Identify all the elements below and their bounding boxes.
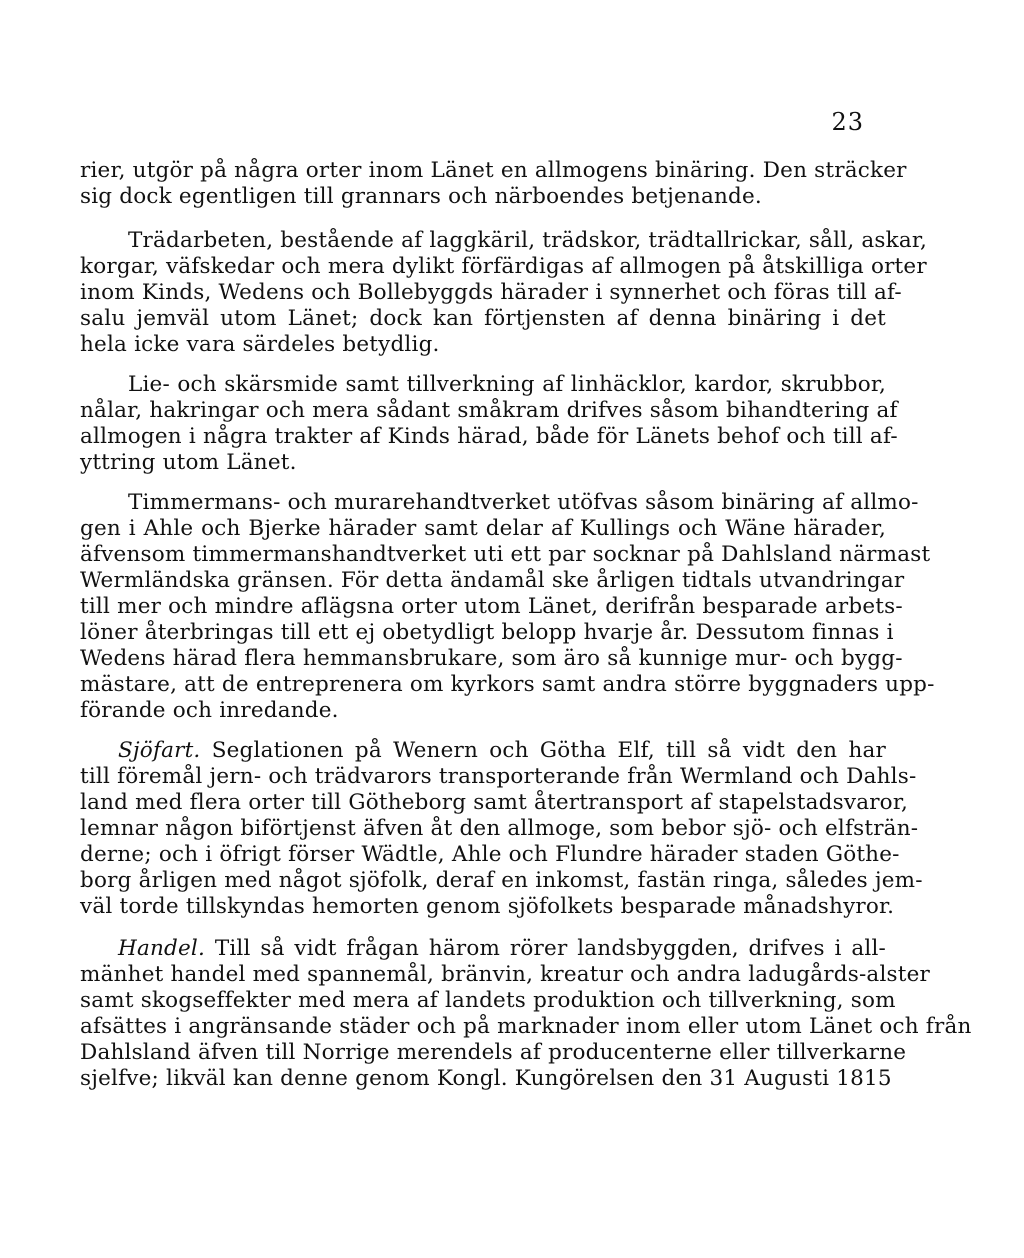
text-line: rier, utgör på några orter inom Länet en allmogens binäring. Den sträcker	[80, 158, 907, 183]
text-span: Seglationen på Wenern och Götha Elf, till så vidt den har	[211, 738, 886, 763]
text-line: sig dock egentligen till grannars och närboendes betjenande.	[80, 184, 762, 209]
text-line: land med flera orter till Götheborg samt återtransport af stapelstadsvaror,	[80, 790, 908, 815]
text-line: till mer och mindre aflägsna orter utom Länet, derifrån besparade arbets-	[80, 594, 903, 619]
text-line: allmogen i några trakter af Kinds härad, både för Länets behof och till af-	[80, 424, 898, 449]
text-line: Wedens härad flera hemmansbrukare, som äro så kunnige mur- och bygg-	[80, 646, 903, 671]
text-line: korgar, väfskedar och mera dylikt förfärdigas af allmogen på åtskilliga orter	[80, 254, 927, 279]
text-line: löner återbringas till ett ej obetydligt belopp hvarje år. Dessutom finnas i	[80, 620, 894, 645]
section-heading-handel: Handel.	[118, 936, 206, 961]
text-line: förande och inredande.	[80, 698, 339, 723]
text-line: Trädarbeten, bestående af laggkäril, trädskor, trädtallrickar, såll, askar,	[128, 228, 928, 253]
text-line: afsättes i angränsande städer och på marknader inom eller utom Länet och från	[80, 1014, 972, 1039]
text-line: hela icke vara särdeles betydlig.	[80, 332, 440, 357]
text-line: inom Kinds, Wedens och Bollebyggds härader i synnerhet och föras till af-	[80, 280, 902, 305]
text-line	[118, 936, 886, 962]
text-line: salu jemväl utom Länet; dock kan förtjensten af denna binäring i det	[80, 306, 886, 331]
text-line: väl torde tillskyndas hemorten genom sjöfolkets besparade månadshyror.	[80, 894, 895, 919]
text-span: Till så vidt frågan härom rörer landsbyggden, drifves i all-	[214, 936, 886, 961]
page-number: 23	[831, 108, 864, 136]
text-line: Lie- och skärsmide samt tillverkning af linhäcklor, kardor, skrubbor,	[128, 372, 886, 397]
text-line: yttring utom Länet.	[80, 450, 297, 475]
text-line: Dahlsland äfven till Norrige merendels af producenterne eller tillverkarne	[80, 1040, 907, 1065]
section-heading-sjofart: Sjöfart.	[118, 738, 201, 763]
text-line	[118, 738, 886, 764]
text-line: gen i Ahle och Bjerke härader samt delar af Kullings och Wäne härader,	[80, 516, 886, 541]
text-line: till föremål jern- och trädvarors transporterande från Wermland och Dahls-	[80, 764, 917, 789]
text-line: mästare, att de entreprenera om kyrkors samt andra större byggnaders upp-	[80, 672, 935, 697]
text-line: derne; och i öfrigt förser Wädtle, Ahle och Flundre härader staden Göthe-	[80, 842, 900, 867]
text-line: sjelfve; likväl kan denne genom Kongl. Kungörelsen den 31 Augusti 1815	[80, 1066, 892, 1091]
text-line: lemnar någon biförtjenst äfven åt den allmoge, som bebor sjö- och elfsträn-	[80, 816, 919, 841]
text-line: samt skogseffekter med mera af landets produktion och tillverkning, som	[80, 988, 896, 1013]
text-line: Wermländska gränsen. För detta ändamål ske årligen tidtals utvandringar	[80, 568, 905, 593]
text-line: borg årligen med något sjöfolk, deraf en inkomst, fastän ringa, således jem-	[80, 868, 923, 893]
text-line: äfvensom timmermanshandtverket uti ett par socknar på Dahlsland närmast	[80, 542, 931, 567]
text-line: mänhet handel med spannemål, bränvin, kreatur och andra ladugårds-alster	[80, 962, 931, 987]
text-line: Timmermans- och murarehandtverket utöfvas såsom binäring af allmo-	[128, 490, 919, 515]
text-line: nålar, hakringar och mera sådant småkram drifves såsom bihandtering af	[80, 398, 898, 423]
